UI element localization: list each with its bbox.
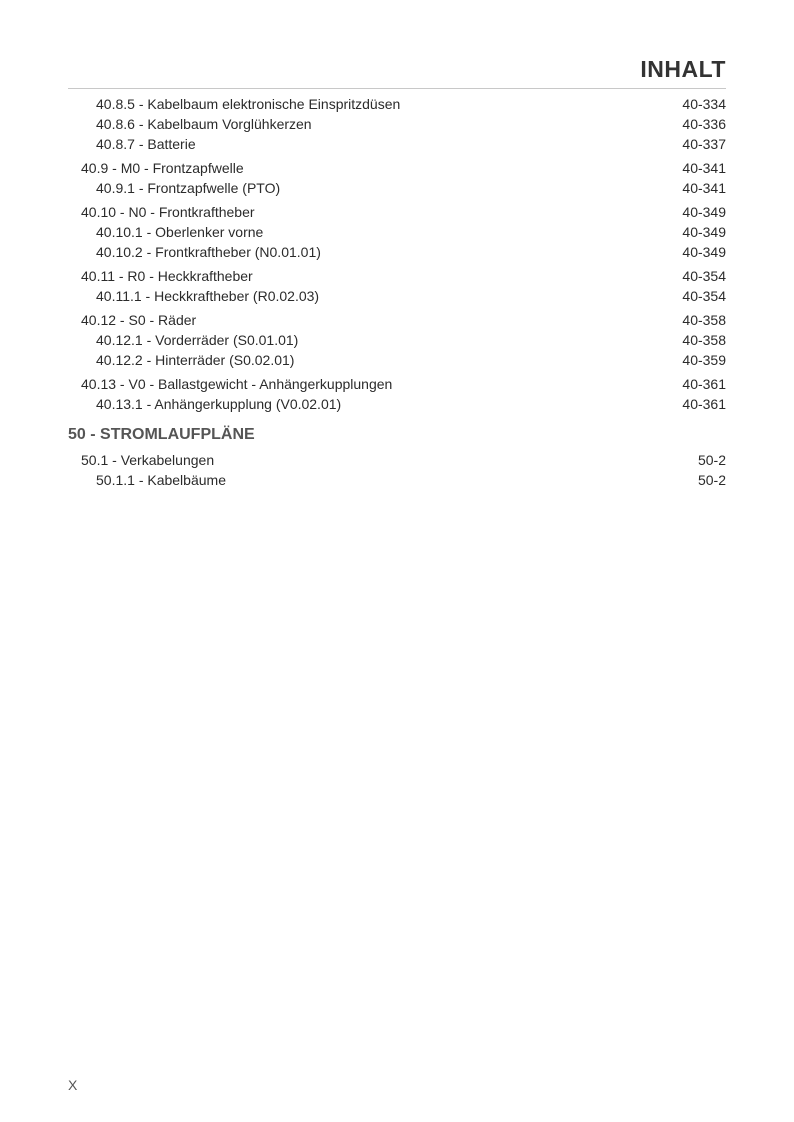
toc-entry[interactable] (68, 350, 726, 370)
toc-entry-page: 40-341 (682, 160, 726, 176)
toc-entry-label: 40.8.5 - Kabelbaum elektronische Einspritzdüsen (96, 96, 401, 112)
toc-entry-label: 40.10.1 - Oberlenker vorne (96, 224, 264, 240)
toc-entry[interactable] (68, 94, 726, 114)
toc-entry[interactable] (68, 450, 726, 470)
toc-entry-label: 40.10 - N0 - Frontkraftheber (81, 204, 255, 220)
toc-entry-label: 40.10.2 - Frontkraftheber (N0.01.01) (96, 244, 321, 260)
toc-entry-page: 40-336 (682, 116, 726, 132)
toc-entry-page: 40-334 (682, 96, 726, 112)
toc-entry-page: 40-349 (682, 224, 726, 240)
toc-entry-label: 50.1.1 - Kabelbäume (96, 472, 226, 488)
toc-entry-page: 40-358 (682, 332, 726, 348)
toc-entry[interactable] (68, 114, 726, 134)
page-number: X (68, 1077, 78, 1093)
toc-entry[interactable] (68, 178, 726, 198)
toc-entry-page: 40-354 (682, 268, 726, 284)
toc-entry-label: 40.12.2 - Hinterräder (S0.02.01) (96, 352, 295, 368)
toc-entry-page: 40-361 (682, 396, 726, 412)
chapter-heading[interactable]: 50 - STROMLAUFPLÄNE (68, 426, 255, 443)
toc-entry-label: 40.11 - R0 - Heckkraftheber (81, 268, 253, 284)
toc-entry-label: 40.9 - M0 - Frontzapfwelle (81, 160, 244, 176)
toc-entry-page: 40-349 (682, 204, 726, 220)
toc-entry-page: 40-358 (682, 312, 726, 328)
toc-entry[interactable] (68, 134, 726, 154)
toc-entry-label: 40.8.7 - Batterie (96, 136, 196, 152)
toc-entry[interactable] (68, 266, 726, 286)
toc-entry[interactable] (68, 158, 726, 178)
toc-entry[interactable] (68, 330, 726, 350)
toc-entry[interactable] (68, 222, 726, 242)
toc-entry[interactable] (68, 470, 726, 490)
table-of-contents (68, 94, 726, 490)
toc-entry-page: 40-337 (682, 136, 726, 152)
toc-entry[interactable] (68, 394, 726, 414)
toc-entry-page: 40-359 (682, 352, 726, 368)
toc-entry[interactable] (68, 242, 726, 262)
toc-entry-label: 40.8.6 - Kabelbaum Vorglühkerzen (96, 116, 312, 132)
toc-entry-page: 40-354 (682, 288, 726, 304)
toc-entry-label: 40.9.1 - Frontzapfwelle (PTO) (96, 180, 281, 196)
toc-entry-label: 40.11.1 - Heckkraftheber (R0.02.03) (96, 288, 320, 304)
toc-entry[interactable] (68, 374, 726, 394)
toc-entry-page: 40-361 (682, 376, 726, 392)
toc-entry-label: 40.12.1 - Vorderräder (S0.01.01) (96, 332, 299, 348)
toc-entry-label: 40.13.1 - Anhängerkupplung (V0.02.01) (96, 396, 342, 412)
toc-entry-page: 50-2 (697, 452, 726, 468)
toc-entry[interactable] (68, 202, 726, 222)
toc-entry-page: 40-341 (682, 180, 726, 196)
header-divider (68, 88, 726, 89)
toc-entry[interactable] (68, 310, 726, 330)
toc-entry[interactable] (68, 286, 726, 306)
toc-entry-page: 40-349 (682, 244, 726, 260)
toc-entry-label: 40.13 - V0 - Ballastgewicht - Anhängerkupplungen (81, 376, 393, 392)
page-title: INHALT (640, 56, 726, 82)
toc-entry-label: 50.1 - Verkabelungen (81, 452, 215, 468)
toc-entry-label: 40.12 - S0 - Räder (81, 312, 197, 328)
toc-entry-page: 50-2 (697, 472, 726, 488)
